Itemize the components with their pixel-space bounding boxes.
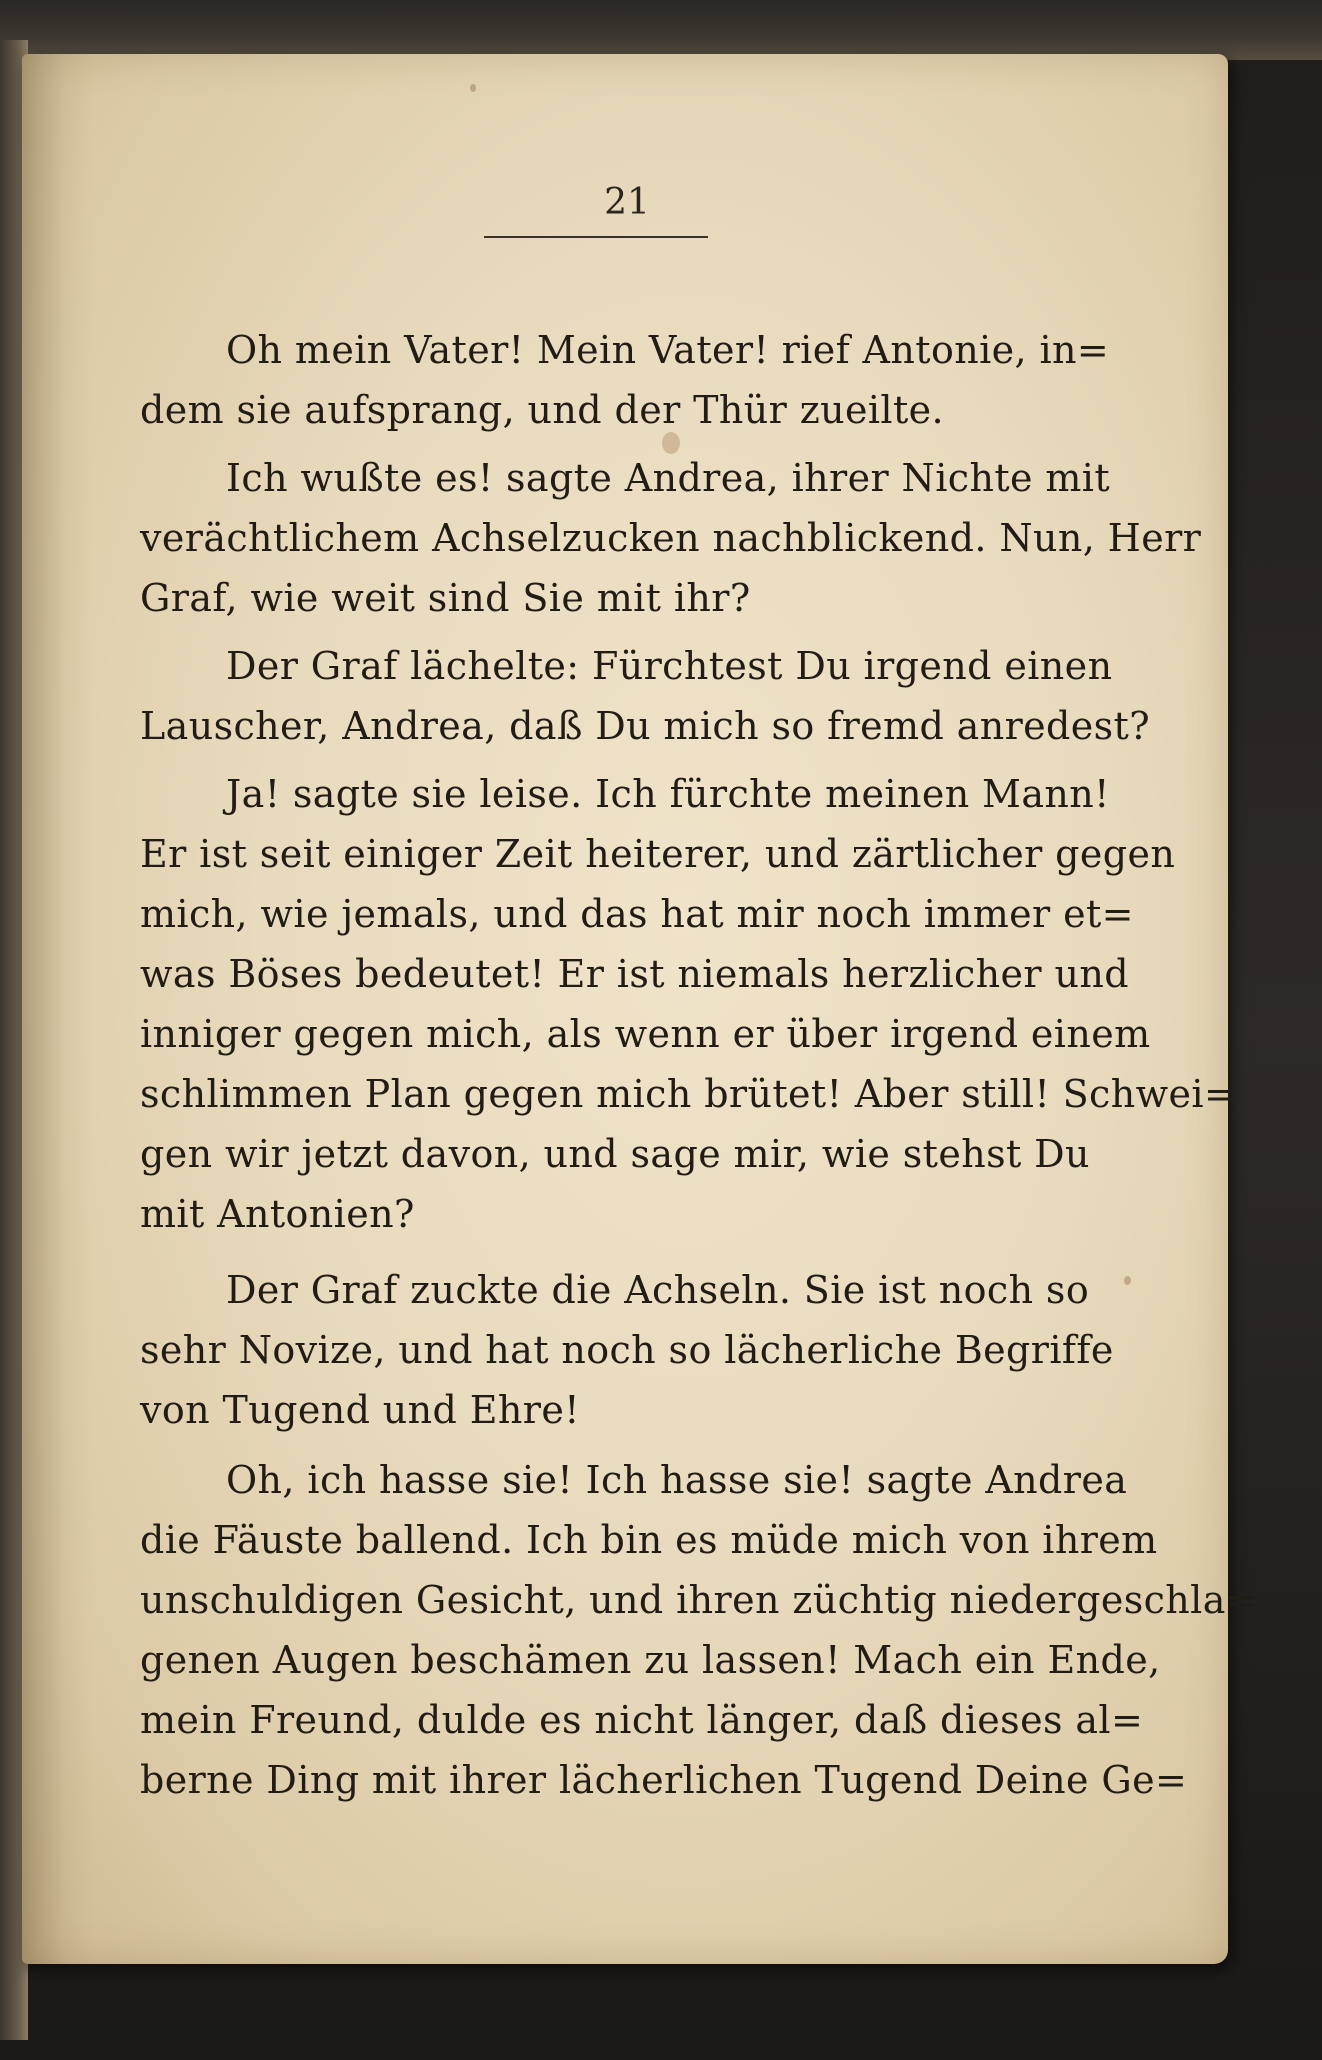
text-line: Oh, ich hasse sie! Ich hasse sie! sagte Andrea xyxy=(226,1458,1128,1502)
text-line: Der Graf lächelte: Fürchtest Du irgend einen xyxy=(226,644,1113,688)
text-line: schlimmen Plan gegen mich brütet! Aber still! Schwei= xyxy=(140,1072,1237,1116)
gutter-shadow xyxy=(22,54,92,1964)
book-top-edge xyxy=(0,0,1322,60)
text-line: mein Freund, dulde es nicht länger, daß dieses al= xyxy=(140,1698,1144,1742)
text-line: was Böses bedeutet! Er ist niemals herzlicher und xyxy=(140,952,1129,996)
text-line: dem sie aufsprang, und der Thür zueilte. xyxy=(140,388,945,432)
text-line: Der Graf zuckte die Achseln. Sie ist noch so xyxy=(226,1268,1090,1312)
text-line: sehr Novize, und hat noch so lächerliche Begriffe xyxy=(140,1328,1114,1372)
text-line: Lauscher, Andrea, daß Du mich so fremd anredest? xyxy=(140,704,1151,748)
text-line: Oh mein Vater! Mein Vater! rief Antonie, in= xyxy=(226,328,1110,372)
text-line: mich, wie jemals, und das hat mir noch immer et= xyxy=(140,892,1134,936)
text-line: Graf, wie weit sind Sie mit ihr? xyxy=(140,576,751,620)
text-line: Ja! sagte sie leise. Ich fürchte meinen Mann! xyxy=(226,772,1110,816)
text-line: Ich wußte es! sagte Andrea, ihrer Nichte mit xyxy=(226,456,1111,500)
text-line: berne Ding mit ihrer lächerlichen Tugend Deine Ge= xyxy=(140,1758,1188,1802)
text-line: die Fäuste ballend. Ich bin es müde mich von ihrem xyxy=(140,1518,1158,1562)
text-line: Er ist seit einiger Zeit heiterer, und zärtlicher gegen xyxy=(140,832,1176,876)
text-line: verächtlichem Achselzucken nachblickend. Nun, Herr xyxy=(140,516,1202,560)
foxing-spot xyxy=(470,84,476,92)
text-line: genen Augen beschämen zu lassen! Mach ein Ende, xyxy=(140,1638,1161,1682)
header-rule xyxy=(484,236,708,238)
book-page xyxy=(22,54,1259,1964)
text-line: gen wir jetzt davon, und sage mir, wie stehst Du xyxy=(140,1132,1090,1176)
page-number: 21 xyxy=(604,182,650,223)
foxing-spot xyxy=(1124,1276,1131,1285)
text-line: von Tugend und Ehre! xyxy=(140,1388,580,1432)
text-line: unschuldigen Gesicht, und ihren züchtig niedergeschla= xyxy=(140,1578,1259,1622)
text-line: inniger gegen mich, als wenn er über irgend einem xyxy=(140,1012,1151,1056)
text-line: mit Antonien? xyxy=(140,1192,415,1236)
